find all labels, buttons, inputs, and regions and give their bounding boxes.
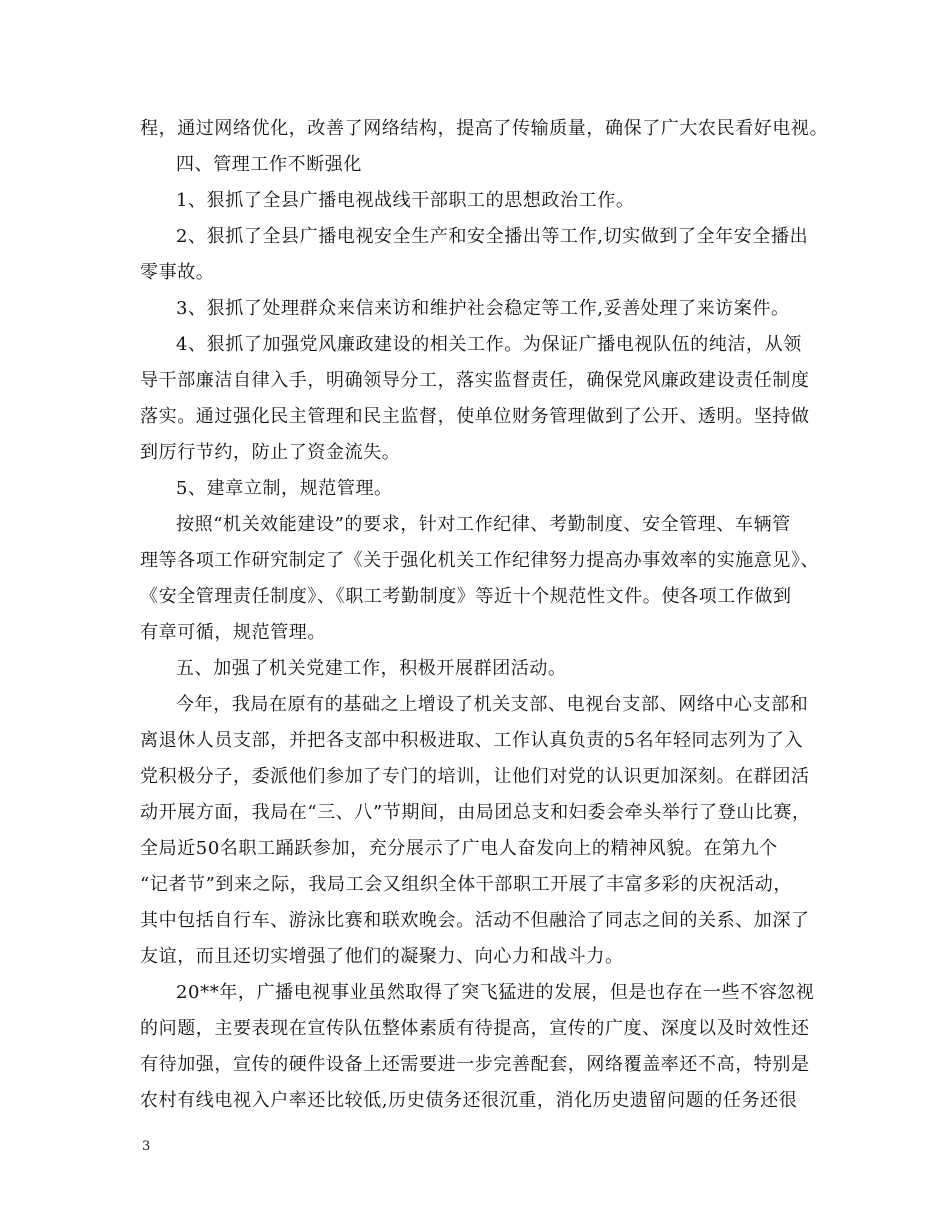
text-line: 到厉行节约，防止了资金流失。 xyxy=(140,442,401,463)
text-line: 有待加强，宣传的硬件设备上还需要进一步完善配套，网络覆盖率还不高，特别是 xyxy=(140,1054,810,1075)
page-number: 3 xyxy=(142,1139,151,1154)
text-line: 落实。通过强化民主管理和民主监督，使单位财务管理做到了公开、透明。坚持做 xyxy=(140,406,810,427)
text-line: 有章可循，规范管理。 xyxy=(140,622,326,643)
text-line: 友谊，而且还切实增强了他们的凝聚力、向心力和战斗力。 xyxy=(140,946,624,967)
paragraph-start: 20**年，广播电视事业虽然取得了突飞猛进的发展，但是也存在一些不容忽视 xyxy=(176,982,815,1003)
text-line: 离退休人员支部，并把各支部中积极进取、工作认真负责的5名年轻同志列为了入 xyxy=(140,730,804,751)
list-item: 1、狠抓了全县广播电视战线干部职工的思想政治工作。 xyxy=(176,190,635,211)
text-line: 农村有线电视入户率还比较低,历史债务还很沉重，消化历史遗留问题的任务还很 xyxy=(140,1090,798,1111)
text-line: 《安全管理责任制度》、《职工考勤制度》等近十个规范性文件。使各项工作做到 xyxy=(140,586,792,607)
text-line: 导干部廉洁自律入手，明确领导分工，落实监督责任，确保党风廉政建设责任制度 xyxy=(140,370,810,391)
list-item: 3、狠抓了处理群众来信来访和维护社会稳定等工作,妥善处理了来访案件。 xyxy=(176,298,790,319)
text-line: 党积极分子，委派他们参加了专门的培训，让他们对党的认识更加深刻。在群团活 xyxy=(140,766,810,787)
section-heading: 四、管理工作不断强化 xyxy=(176,154,362,175)
text-line: 其中包括自行车、游泳比赛和联欢晚会。活动不但融洽了同志之间的关系、加深了 xyxy=(140,910,810,931)
list-item: 5、建章立制，规范管理。 xyxy=(176,478,393,499)
paragraph-start: 按照“机关效能建设”的要求，针对工作纪律、考勤制度、安全管理、车辆管 xyxy=(176,514,791,535)
text-line: “记者节”到来之际，我局工会又组织全体干部职工开展了丰富多彩的庆祝活动， xyxy=(140,874,793,895)
text-line: 理等各项工作研究制定了《关于强化机关工作纪律努力提高办事效率的实施意见》、 xyxy=(140,550,820,571)
text-line: 的问题，主要表现在宣传队伍整体素质有待提高，宣传的广度、深度以及时效性还 xyxy=(140,1018,810,1039)
list-item: 4、狠抓了加强党风廉政建设的相关工作。为保证广播电视队伍的纯洁，从领 xyxy=(176,334,802,355)
paragraph-start: 今年，我局在原有的基础之上增设了机关支部、电视台支部、网络中心支部和 xyxy=(176,694,809,715)
text-line: 全局近50名职工踊跃参加，充分展示了广电人奋发向上的精神风貌。在第九个 xyxy=(140,838,778,859)
text-line: 零事故。 xyxy=(140,262,215,283)
text-line: 动开展方面，我局在“三、八”节期间，由局团总支和妇委会牵头举行了登山比赛， xyxy=(140,802,811,823)
list-item: 2、狠抓了全县广播电视安全生产和安全播出等工作,切实做到了全年安全播出 xyxy=(176,226,809,247)
text-line: 程，通过网络优化，改善了网络结构，提高了传输质量，确保了广大农民看好电视。 xyxy=(140,118,829,139)
section-heading: 五、加强了机关党建工作，积极开展群团活动。 xyxy=(176,658,567,679)
